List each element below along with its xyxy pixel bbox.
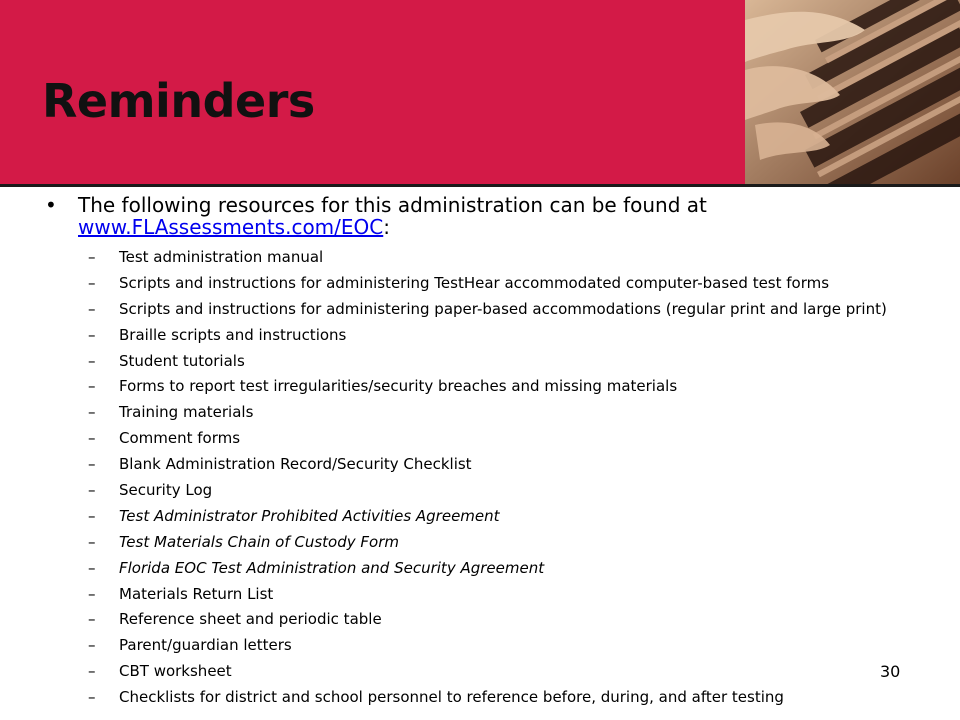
list-item-text: Forms to report test irregularities/security breaches and missing materials bbox=[119, 377, 678, 396]
dash-bullet-icon: – bbox=[88, 532, 96, 551]
list-item-text: Scripts and instructions for administering paper-based accommodations (regular print and large print) bbox=[119, 299, 887, 318]
list-item bbox=[88, 325, 948, 351]
list-item bbox=[88, 428, 948, 454]
list-item bbox=[88, 402, 948, 428]
list-item-text: Checklists for district and school personnel to reference before, during, and after testing bbox=[119, 688, 784, 707]
dash-bullet-icon: – bbox=[88, 248, 96, 266]
bullet-dot-icon: • bbox=[45, 193, 57, 217]
list-item bbox=[88, 480, 948, 506]
list-item-text: Florida EOC Test Administration and Security Agreement bbox=[119, 558, 545, 577]
list-item bbox=[88, 635, 948, 661]
list-item-text: Scripts and instructions for administering TestHear accommodated computer-based test forms bbox=[119, 273, 830, 292]
keyboard-illustration bbox=[745, 0, 960, 185]
dash-bullet-icon: – bbox=[88, 481, 96, 500]
list-item bbox=[88, 687, 948, 713]
list-item bbox=[88, 661, 948, 687]
list-item bbox=[88, 273, 948, 299]
dash-bullet-icon: – bbox=[88, 351, 96, 370]
dash-bullet-icon: – bbox=[88, 455, 96, 474]
list-item-text: Reference sheet and periodic table bbox=[119, 610, 382, 629]
dash-bullet-icon: – bbox=[88, 584, 96, 603]
header-divider bbox=[0, 184, 960, 187]
list-item-text: Blank Administration Record/Security Checklist bbox=[119, 455, 472, 474]
dash-bullet-icon: – bbox=[88, 429, 96, 448]
dash-bullet-icon: – bbox=[88, 558, 96, 577]
list-item-text: Test administration manual bbox=[119, 248, 324, 266]
list-item bbox=[88, 609, 948, 635]
list-item-text: Security Log bbox=[119, 481, 213, 500]
dash-bullet-icon: – bbox=[88, 506, 96, 525]
list-item-text: Student tutorials bbox=[119, 351, 245, 370]
dash-bullet-icon: – bbox=[88, 610, 96, 629]
list-item bbox=[88, 247, 948, 273]
list-item bbox=[88, 454, 948, 480]
list-item bbox=[88, 532, 948, 558]
typing-keyboard-photo bbox=[745, 0, 960, 185]
list-item-text: Materials Return List bbox=[119, 584, 274, 603]
dash-bullet-icon: – bbox=[88, 325, 96, 344]
resource-list bbox=[88, 247, 948, 713]
main-bullet-colon: : bbox=[383, 215, 390, 239]
list-item-text: Parent/guardian letters bbox=[119, 636, 292, 655]
dash-bullet-icon: – bbox=[88, 377, 96, 396]
dash-bullet-icon: – bbox=[88, 662, 96, 681]
list-item-text: Test Administrator Prohibited Activities Agreement bbox=[119, 506, 500, 525]
list-item-text: Training materials bbox=[119, 403, 254, 422]
list-item bbox=[88, 584, 948, 610]
dash-bullet-icon: – bbox=[88, 403, 96, 422]
list-item-text: Comment forms bbox=[119, 429, 241, 448]
main-bullet-intro: The following resources for this administration can be found at bbox=[78, 193, 707, 217]
list-item bbox=[88, 376, 948, 402]
list-item bbox=[88, 506, 948, 532]
list-item bbox=[88, 558, 948, 584]
dash-bullet-icon: – bbox=[88, 688, 96, 707]
page-number: 30 bbox=[880, 662, 901, 681]
list-item bbox=[88, 299, 948, 325]
dash-bullet-icon: – bbox=[88, 636, 96, 655]
dash-bullet-icon: – bbox=[88, 299, 96, 318]
list-item-text: CBT worksheet bbox=[119, 662, 232, 681]
list-item-text: Braille scripts and instructions bbox=[119, 325, 347, 344]
slide-title: Reminders bbox=[42, 74, 315, 128]
main-bullet-text bbox=[78, 194, 928, 238]
list-item bbox=[88, 351, 948, 377]
resources-link[interactable]: www.FLAssessments.com/EOC bbox=[78, 215, 384, 239]
list-item-text: Test Materials Chain of Custody Form bbox=[119, 532, 399, 551]
dash-bullet-icon: – bbox=[88, 273, 96, 292]
